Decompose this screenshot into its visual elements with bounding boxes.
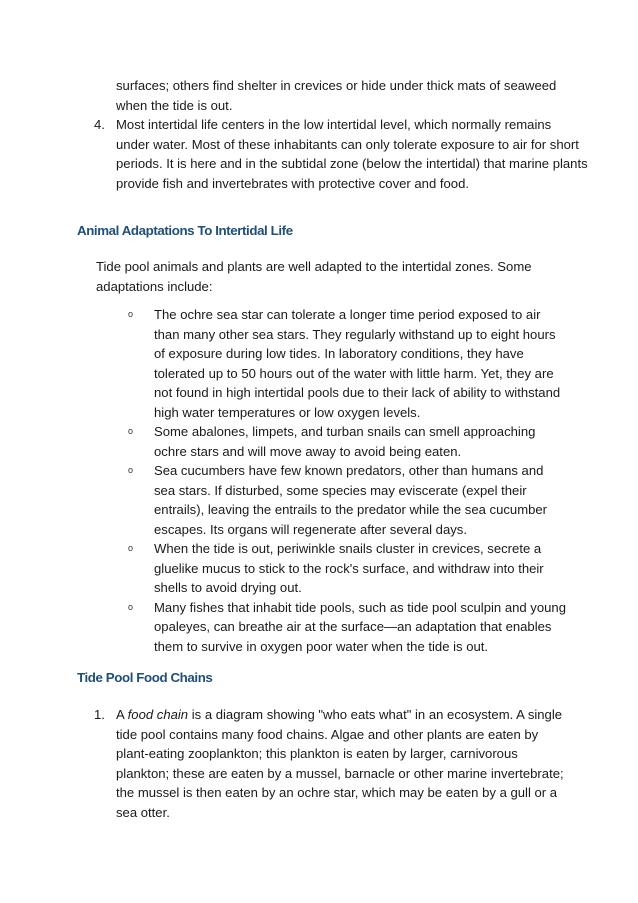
list-item-4 xyxy=(94,115,588,193)
list-item-text: A food chain is a diagram showing "who eats what" in an ecosystem. A single tide pool contains many food chains. Algae and other plants are eaten by plant-eating zooplankton; this plankton is eaten by larger, carnivorous plankton; these are eaten by a mussel, barnacle or other marine invertebrate; the mussel is then eaten by an ochre star, which may be eaten by a gull or a sea otter. xyxy=(116,707,564,820)
bullet-marker: o xyxy=(128,543,134,553)
adaptations-list xyxy=(128,305,568,656)
bullet-marker: o xyxy=(128,309,134,319)
bullet-item: o Sea cucumbers have few known predators, other than humans and sea stars. If disturbed, some species may eviscerate (expel their entrails), leaving the entrails to the predator while the sea cucumber escapes. Its organs will regenerate after several days. xyxy=(128,463,548,537)
list-item-text: Most intertidal life centers in the low intertidal level, which normally remains under water. Most of these inhabitants can only tolerate exposure to air for short periods. It is here and in the subtidal zone (below the intertidal) that marine plants provide fish and invertebrates with protective cover and food. xyxy=(116,117,588,191)
list-item-1 xyxy=(94,705,570,822)
food-chain-term: food chain xyxy=(127,707,189,722)
bullet-item: o When the tide is out, periwinkle snails cluster in crevices, secrete a gluelike mucus to stick to the rock's surface, and withdraw into their shells to avoid drying out. xyxy=(128,541,544,595)
list-number: 1. xyxy=(94,707,105,722)
section-heading-animal-adaptations: Animal Adaptations To Intertidal Life xyxy=(77,223,293,238)
bullet-item: o Many fishes that inhabit tide pools, such as tide pool sculpin and young opaleyes, can breathe air at the surface—an adaptation that enables them to survive in oxygen poor water when the tide is out. xyxy=(128,599,566,654)
section-heading-food-chains: Tide Pool Food Chains xyxy=(77,670,213,685)
list-item-3-continuation: surfaces; others find shelter in crevices or hide under thick mats of seaweed when the tide is out. xyxy=(116,78,557,113)
list-number: 4. xyxy=(94,117,105,132)
section-intro: Tide pool animals and plants are well adapted to the intertidal zones. Some adaptations include: xyxy=(96,259,532,294)
bullet-item: o Some abalones, limpets, and turban snails can smell approaching ochre stars and will move away to avoid being eaten. xyxy=(128,424,536,459)
bullet-marker: o xyxy=(128,465,134,475)
bullet-marker: o xyxy=(128,601,134,612)
bullet-item: o The ochre sea star can tolerate a longer time period exposed to air than many other sea stars. They regularly withstand up to eight hours of exposure during low tides. In laboratory conditions, they have tolerated up to 50 hours out of the water with little harm. Yet, they are not found in high intertidal pools due to their lack of ability to withstand high water temperatures or low oxygen levels. xyxy=(128,307,561,420)
bullet-marker: o xyxy=(128,426,134,436)
